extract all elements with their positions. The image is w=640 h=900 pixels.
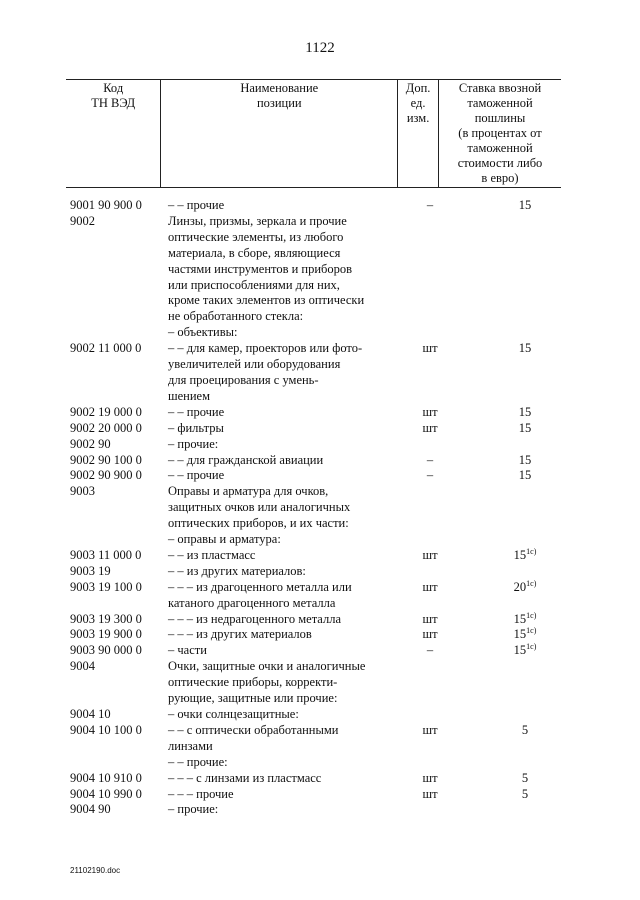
row-unit: шт [422,786,438,801]
row-unit: шт [422,579,438,594]
row-name: – – прочие [168,468,225,483]
row-unit: шт [422,547,438,562]
row-name: Оправы и арматура для очков, защитных очков или аналогичных оптических приборов, и их части: [168,484,351,531]
row-code: 9002 90 [70,436,111,451]
tariff-table-body [70,198,570,818]
row-name: – фильтры [168,420,224,435]
row-name: – – для камер, проекторов или фото- увеличителей или оборудования для проецирования с умень- шением [168,341,363,403]
table-row [70,405,570,421]
table-row [70,659,570,707]
table-row [70,723,570,755]
row-code [70,325,168,341]
table-row [70,564,570,580]
row-name: – – – из недрагоценного металла [168,611,341,626]
row-rate: 15 [518,468,532,483]
row-name: Линзы, призмы, зеркала и прочие оптические элементы, из любого материала, в сборе, являющиеся частями инструментов и приборов или приспособлениями для них, кроме таких элементов из оптически не обработанного стекла: [168,213,365,324]
row-code: 9004 [70,659,95,674]
header-code: Код ТН ВЭД [66,80,161,188]
table-row [70,421,570,437]
row-code: 9003 11 000 0 [70,547,142,562]
row-rate: 5 [521,786,529,801]
table-row [70,707,570,723]
row-name: – – прочие [168,198,225,212]
row-rate: 20 [513,579,527,594]
row-code: 9002 [70,213,95,228]
row-unit: шт [422,770,438,785]
file-name-footer: 21102190.doc [70,866,121,875]
table-row [70,532,570,548]
rate-footnote-mark: 1с) [526,610,537,620]
row-unit: шт [422,404,438,419]
table-row [70,755,570,771]
row-code: 9002 20 000 0 [70,420,142,435]
row-code: 9003 19 100 0 [70,579,142,594]
row-code: 9002 90 900 0 [70,468,142,483]
row-unit: шт [422,611,438,626]
row-rate: 15 [518,198,532,212]
rate-footnote-mark: 1с) [526,546,537,556]
row-name: – объективы: [168,325,238,340]
row-unit: шт [422,420,438,435]
row-code [70,532,168,548]
table-row [70,214,570,325]
rate-footnote-mark: 1с) [526,642,537,652]
row-unit: шт [422,722,438,737]
table-row [70,580,570,612]
row-rate: 15 [518,420,532,435]
row-unit: – [426,643,434,658]
table-row [70,612,570,628]
table-row [70,198,570,214]
table-row [70,341,570,405]
row-code: 9001 90 900 0 [70,198,142,212]
table-row [70,627,570,643]
rate-footnote-mark: 1с) [526,578,537,588]
row-code: 9002 11 000 0 [70,341,142,356]
table-row [70,771,570,787]
row-name: – – – прочие [168,786,234,801]
header-unit: Доп. ед. изм. [398,80,439,188]
table-row [70,484,570,532]
row-name: – – прочие: [168,754,228,769]
row-name: – очки солнцезащитные: [168,707,299,721]
row-code: 9004 10 990 0 [70,786,142,801]
row-name: – – из пластмасс [168,547,256,562]
table-header [66,79,561,188]
row-code: 9002 19 000 0 [70,404,142,419]
row-rate: 15 [513,643,527,658]
rate-footnote-mark: 1с) [526,626,537,636]
row-rate: 15 [513,627,527,642]
table-row [70,437,570,453]
header-name: Наименование позиции [161,80,398,188]
row-name: – – – из других материалов [168,627,312,642]
row-name: – – прочие [168,404,225,419]
row-code: 9003 19 300 0 [70,611,142,626]
row-unit: – [426,198,434,212]
table-row [70,643,570,659]
row-unit: – [426,468,434,483]
row-rate: 15 [513,547,527,562]
row-name: – – – с линзами из пластмасс [168,770,322,785]
row-unit: шт [422,627,438,642]
row-code: 9004 10 100 0 [70,722,142,737]
row-name: – прочие: [168,802,219,817]
table-row [70,787,570,803]
table-row [70,548,570,564]
row-rate: 15 [513,611,527,626]
row-name: – части [168,643,207,658]
row-name: – прочие: [168,436,219,451]
row-code: 9004 10 910 0 [70,770,142,785]
row-code: 9003 [70,484,95,499]
row-name: – – из других материалов: [168,563,306,578]
row-code: 9003 19 900 0 [70,627,142,642]
row-name: – оправы и арматура: [168,532,281,547]
row-code: 9003 19 [70,563,111,578]
row-rate: 15 [518,404,532,419]
row-code: 9004 10 [70,707,111,721]
table-row [70,325,570,341]
row-rate: 5 [521,770,529,785]
row-rate: 15 [518,341,532,356]
row-rate: 5 [521,722,529,737]
table-row [70,453,570,469]
row-rate: 15 [518,452,532,467]
row-name: – – – из драгоценного металла или катаного драгоценного металла [168,579,352,610]
table-row [70,468,570,484]
row-code [70,755,168,771]
row-name: – – для гражданской авиации [168,452,324,467]
table-row [70,802,570,818]
row-unit: шт [422,341,438,356]
row-name: Очки, защитные очки и аналогичные оптические приборы, корректи- рующие, защитные или прочие: [168,659,366,706]
row-code: 9004 90 [70,802,111,817]
row-code: 9003 90 000 0 [70,643,142,658]
row-code: 9002 90 100 0 [70,452,142,467]
row-unit: – [426,452,434,467]
page-number: 1122 [305,40,335,56]
row-name: – – с оптически обработанными линзами [168,722,339,753]
header-rate: Ставка ввозной таможенной пошлины (в процентах от таможенной стоимости либо в евро) [439,80,562,188]
